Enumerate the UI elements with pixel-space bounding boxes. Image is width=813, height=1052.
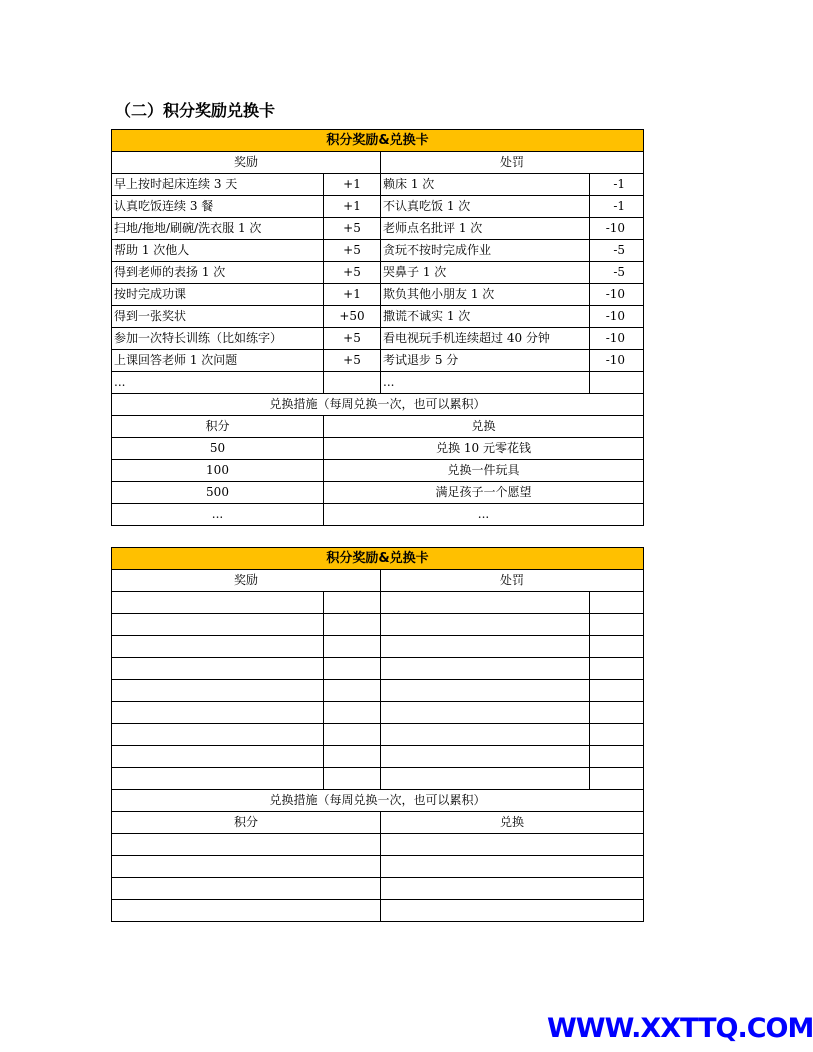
blank-cell[interactable] [381, 746, 590, 768]
table-row [112, 460, 644, 482]
blank-row [112, 746, 644, 768]
blank-cell[interactable] [381, 768, 590, 790]
blank-cell[interactable] [381, 724, 590, 746]
penalty-points: -10 [590, 350, 644, 372]
blank-cell[interactable] [590, 724, 644, 746]
penalty-item: 哭鼻子 1 次 [381, 262, 590, 284]
reward-exchange-card-blank [111, 547, 644, 922]
blank-cell[interactable] [381, 856, 644, 878]
reward-points: +5 [324, 218, 381, 240]
blank-row [112, 900, 644, 922]
penalty-points: -10 [590, 218, 644, 240]
reward-item: 扫地/拖地/刷碗/洗衣服 1 次 [112, 218, 324, 240]
table-row [112, 372, 644, 394]
table-row [112, 482, 644, 504]
reward-header: 奖励 [112, 570, 381, 592]
exchange-item: 满足孩子一个愿望 [324, 482, 644, 504]
blank-cell[interactable] [112, 614, 324, 636]
reward-points: +1 [324, 174, 381, 196]
reward-item: 认真吃饭连续 3 餐 [112, 196, 324, 218]
reward-item: 参加一次特长训练（比如练字） [112, 328, 324, 350]
blank-cell[interactable] [324, 658, 381, 680]
blank-row [112, 724, 644, 746]
blank-cell[interactable] [590, 658, 644, 680]
blank-cell[interactable] [381, 658, 590, 680]
penalty-item: 老师点名批评 1 次 [381, 218, 590, 240]
blank-row [112, 614, 644, 636]
table-row [112, 262, 644, 284]
table-row [112, 328, 644, 350]
penalty-points [590, 372, 644, 394]
penalty-item: 考试退步 5 分 [381, 350, 590, 372]
blank-row [112, 592, 644, 614]
blank-cell[interactable] [112, 900, 381, 922]
blank-row [112, 636, 644, 658]
penalty-item: 不认真吃饭 1 次 [381, 196, 590, 218]
reward-item: 得到一张奖状 [112, 306, 324, 328]
table-row [112, 174, 644, 196]
blank-cell[interactable] [590, 614, 644, 636]
exchange-header: 兑换 [324, 416, 644, 438]
reward-item: 上课回答老师 1 次问题 [112, 350, 324, 372]
blank-cell[interactable] [112, 746, 324, 768]
site-watermark-link[interactable]: WWW.XXTTQ.COM [547, 1013, 813, 1044]
exchange-points: ... [112, 504, 324, 526]
exchange-points: 500 [112, 482, 324, 504]
blank-row [112, 658, 644, 680]
reward-points: +5 [324, 262, 381, 284]
blank-cell[interactable] [324, 768, 381, 790]
table-row [112, 196, 644, 218]
penalty-item: 看电视玩手机连续超过 40 分钟 [381, 328, 590, 350]
table-row [112, 438, 644, 460]
exchange-title: 兑换措施（每周兑换一次，也可以累积） [112, 790, 644, 812]
blank-cell[interactable] [381, 702, 590, 724]
table-row [112, 240, 644, 262]
blank-cell[interactable] [381, 636, 590, 658]
reward-points: +5 [324, 328, 381, 350]
penalty-points: -1 [590, 196, 644, 218]
card-title: 积分奖励&兑换卡 [112, 548, 644, 570]
penalty-header: 处罚 [381, 570, 644, 592]
blank-cell[interactable] [112, 878, 381, 900]
blank-cell[interactable] [590, 768, 644, 790]
blank-cell[interactable] [112, 856, 381, 878]
exchange-header: 兑换 [381, 812, 644, 834]
table-row [112, 306, 644, 328]
reward-item: 早上按时起床连续 3 天 [112, 174, 324, 196]
blank-row [112, 768, 644, 790]
blank-row [112, 878, 644, 900]
blank-cell[interactable] [590, 680, 644, 702]
table-row [112, 350, 644, 372]
table-row [112, 504, 644, 526]
blank-cell[interactable] [381, 878, 644, 900]
blank-cell[interactable] [112, 658, 324, 680]
penalty-points: -5 [590, 240, 644, 262]
exchange-points: 50 [112, 438, 324, 460]
penalty-points: -10 [590, 328, 644, 350]
penalty-item: 赖床 1 次 [381, 174, 590, 196]
blank-cell[interactable] [381, 680, 590, 702]
blank-cell[interactable] [381, 614, 590, 636]
blank-cell[interactable] [112, 680, 324, 702]
blank-cell[interactable] [112, 724, 324, 746]
blank-row [112, 834, 644, 856]
reward-points: +1 [324, 284, 381, 306]
reward-points: +1 [324, 196, 381, 218]
blank-cell[interactable] [324, 746, 381, 768]
blank-cell[interactable] [590, 702, 644, 724]
blank-cell[interactable] [324, 636, 381, 658]
blank-cell[interactable] [112, 834, 381, 856]
blank-row [112, 680, 644, 702]
blank-row [112, 856, 644, 878]
blank-cell[interactable] [381, 592, 590, 614]
reward-points: +5 [324, 240, 381, 262]
blank-cell[interactable] [590, 636, 644, 658]
penalty-header: 处罚 [381, 152, 644, 174]
section-heading: （二）积分奖励兑换卡 [115, 101, 276, 120]
blank-cell[interactable] [381, 900, 644, 922]
blank-cell[interactable] [324, 680, 381, 702]
table-row [112, 284, 644, 306]
blank-cell[interactable] [112, 768, 324, 790]
exchange-item: 兑换 10 元零花钱 [324, 438, 644, 460]
points-header: 积分 [112, 416, 324, 438]
exchange-points: 100 [112, 460, 324, 482]
blank-cell[interactable] [112, 592, 324, 614]
blank-cell[interactable] [324, 724, 381, 746]
blank-cell[interactable] [590, 592, 644, 614]
reward-item: 按时完成功课 [112, 284, 324, 306]
reward-header: 奖励 [112, 152, 381, 174]
points-header: 积分 [112, 812, 381, 834]
reward-points: +5 [324, 350, 381, 372]
blank-cell[interactable] [324, 592, 381, 614]
penalty-points: -1 [590, 174, 644, 196]
table-row [112, 218, 644, 240]
reward-points: +50 [324, 306, 381, 328]
blank-cell[interactable] [112, 702, 324, 724]
blank-cell[interactable] [112, 636, 324, 658]
reward-exchange-card-filled [111, 129, 644, 526]
penalty-item: 贪玩不按时完成作业 [381, 240, 590, 262]
card-title: 积分奖励&兑换卡 [112, 130, 644, 152]
exchange-title: 兑换措施（每周兑换一次，也可以累积） [112, 394, 644, 416]
penalty-item: 欺负其他小朋友 1 次 [381, 284, 590, 306]
reward-points [324, 372, 381, 394]
penalty-points: -10 [590, 306, 644, 328]
blank-cell[interactable] [324, 702, 381, 724]
blank-cell[interactable] [381, 834, 644, 856]
exchange-item: 兑换一件玩具 [324, 460, 644, 482]
reward-item: 得到老师的表扬 1 次 [112, 262, 324, 284]
blank-row [112, 702, 644, 724]
reward-item: ... [112, 372, 324, 394]
exchange-item: ... [324, 504, 644, 526]
blank-cell[interactable] [324, 614, 381, 636]
penalty-points: -10 [590, 284, 644, 306]
penalty-points: -5 [590, 262, 644, 284]
reward-item: 帮助 1 次他人 [112, 240, 324, 262]
penalty-item: 撒谎不诚实 1 次 [381, 306, 590, 328]
penalty-item: ... [381, 372, 590, 394]
blank-cell[interactable] [590, 746, 644, 768]
